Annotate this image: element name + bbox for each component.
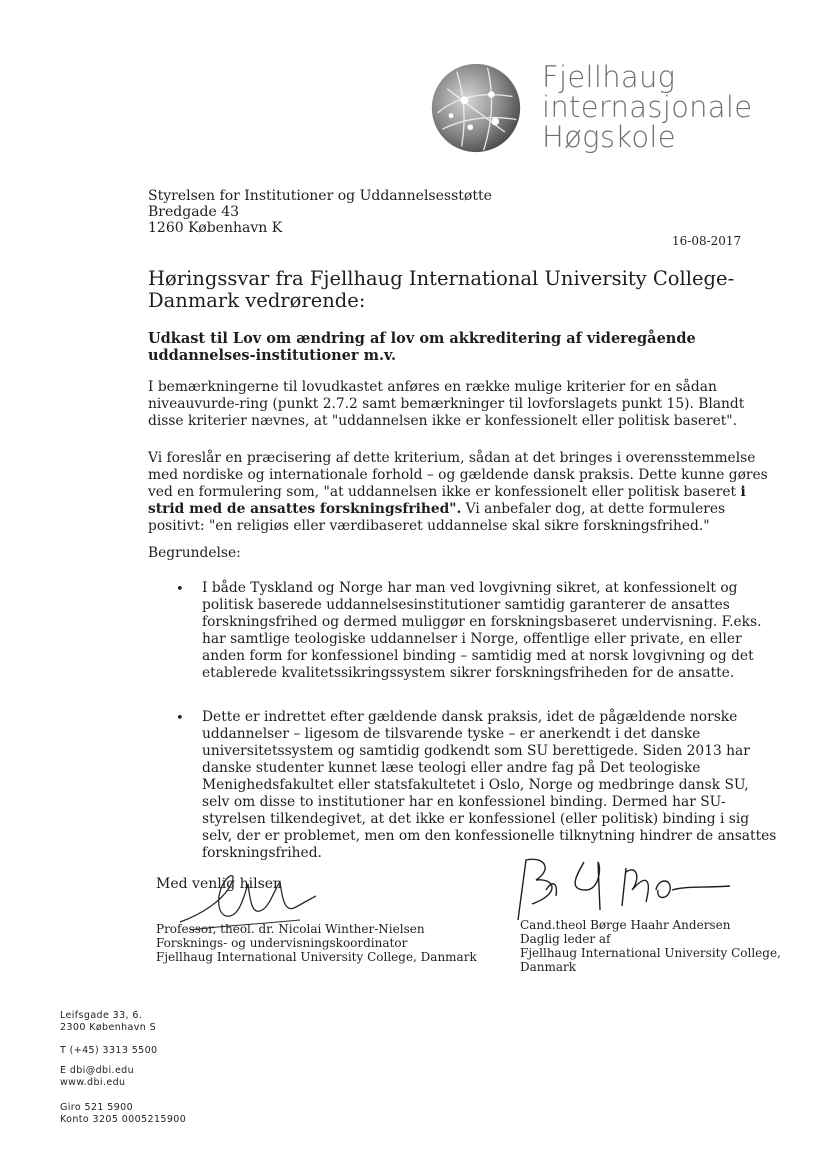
footer-bank — [60, 1102, 186, 1126]
signatory-left-org: Fjellhaug International University College, Danmark — [156, 950, 477, 964]
bullet-item-2: Dette er indrettet efter gældende dansk praksis, idet de pågældende norske uddannelser – ligesom de tilsvarende tyske – er anerkendt i det danske universitetssystem og samtidig godkendt som SU berettigede. Siden 2013 har danske studenter kunnet læse teologi eller andre fag på Det teologiske Menighedsfakultet eller statsfakultetet i Oslo, Norge og medbringe dansk SU, selv om disse to institutioner har en konfessionel binding. Dermed har SU-styrelsen tilkendegivet, at det ikke er konfessionel (eller politisk) binding i sig selv, der er problemet, men om den konfessionelle tilknytning hindrer de ansattes forskningsfrihed. — [202, 709, 777, 861]
footer-giro: Giro 521 5900 — [60, 1102, 134, 1113]
logo-line3: Høgskole — [542, 120, 676, 154]
signatory-left-role: Forsknings- og undervisningskoordinator — [156, 936, 408, 950]
footer-address-line2: 2300 København S — [60, 1022, 157, 1033]
footer-address-line1: Leifsgade 33, 6. — [60, 1010, 143, 1021]
paragraph-2-part1: Vi foreslår en præcisering af dette kriterium, sådan at det bringes i overensstemmelse med nordiske og internationale forhold – og gældende dansk praksis. Dette kunne gøres ved en formulering som, "at uddannelsen ikke er konfessionelt eller politisk baseret — [148, 450, 768, 500]
paragraph-2-part2: Vi anbefaler dog, at dette formuleres positivt: "en religiøs eller værdibaseret uddannelse skal sikre forskningsfrihed." — [148, 501, 726, 534]
recipient-line3: 1260 København K — [148, 220, 283, 236]
letter-subtitle: Udkast til Lov om ændring af lov om akkreditering af videregående uddannelses-institutioner m.v. — [148, 330, 696, 364]
signatory-right-name: Cand.theol Børge Haahr Andersen — [520, 918, 731, 932]
logo-wordmark — [542, 62, 752, 152]
recipient-line2: Bredgade 43 — [148, 204, 240, 220]
bullet-item-1: I både Tyskland og Norge har man ved lovgivning sikret, at konfessionelt og politisk baserede uddannelsesinstitutioner samtidig garanterer de ansattes forskningsfrihed og dermed muliggør en forskningsbaseret undervisning. F.eks. har samtlige teologiske uddannelser i Norge, offentlige eller private, en eller anden form for konfessionel binding – samtidig med at norsk lovgivning og det etablerede kvalitetssikringssystem sikrer forskningsfriheden for de ansatte. — [202, 580, 762, 681]
signatory-left — [156, 922, 477, 964]
closing-greeting: Med venlig hilsen — [156, 876, 283, 892]
recipient-address — [148, 188, 492, 236]
logo-line2: internasjonale — [542, 90, 753, 124]
footer-phone: T (+45) 3313 5500 — [60, 1045, 158, 1056]
signatory-right-org: Fjellhaug International University College, — [520, 946, 781, 960]
footer-konto: Konto 3205 0005215900 — [60, 1114, 187, 1125]
logo-line1: Fjellhaug — [542, 60, 676, 94]
bullet-dot-icon: • — [176, 711, 184, 726]
reasoning-label: Begrundelse: — [148, 545, 241, 561]
globe-logo-icon — [428, 60, 524, 156]
footer-web: www.dbi.edu — [60, 1077, 126, 1088]
recipient-line1: Styrelsen for Institutioner og Uddannelsesstøtte — [148, 188, 492, 204]
signatory-right-country: Danmark — [520, 960, 577, 974]
signatory-right-role: Daglig leder af — [520, 932, 611, 946]
signatory-left-name: Professor, theol. dr. Nicolai Winther-Nielsen — [156, 922, 425, 936]
letter-title: Høringssvar fra Fjellhaug International University College-Danmark vedrørende: — [148, 267, 735, 312]
paragraph-2-bold: i strid med de ansattes forskningsfrihed". — [148, 484, 746, 517]
signatory-right — [520, 918, 781, 974]
footer-contact — [60, 1065, 134, 1089]
bullet-dot-icon: • — [176, 582, 184, 597]
letter-date: 16-08-2017 — [672, 234, 742, 248]
paragraph-2 — [148, 450, 772, 535]
footer-address — [60, 1010, 156, 1034]
paragraph-1: I bemærkningerne til lovudkastet anføres en række mulige kriterier for en sådan niveauvurde-ring (punkt 2.7.2 samt bemærkninger til lovforslagets punkt 15). Blandt disse kriterier nævnes, at "uddannelsen ikke er konfessionelt eller politisk baseret". — [148, 379, 745, 429]
footer-email: E dbi@dbi.edu — [60, 1065, 135, 1076]
